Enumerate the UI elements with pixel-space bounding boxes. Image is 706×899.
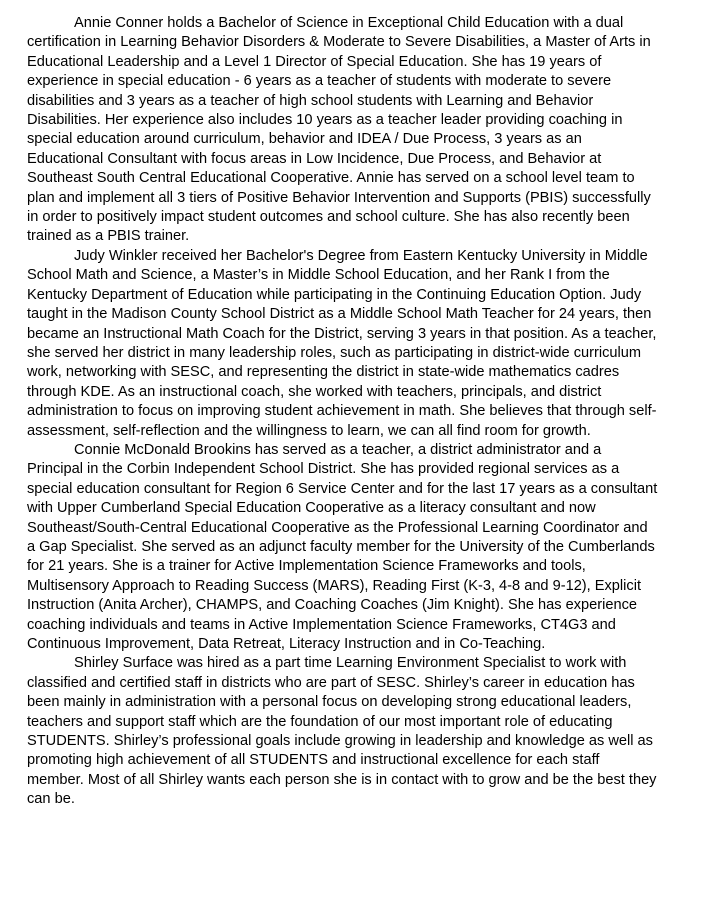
bio-shirley-surface: Shirley Surface was hired as a part time Learning Environment Specialist to work with classified and certified staff in districts who are part of SESC. Shirley’s career in education has been mainly in administration with a personal focus on developing strong educational leaders, teachers and support staff which are the foundation of our most important role of educating STUDENTS. Shirley’s professional goals include growing in leadership and knowledge as well as promoting high achievement of all STUDENTS and instructional excellence for each staff member. Most of all Shirley wants each person she is in contact with to grow and be the best they can be.	[27, 655, 657, 808]
document-body	[27, 14, 659, 810]
bio-annie-conner: Annie Conner holds a Bachelor of Science in Exceptional Child Education with a dual certification in Learning Behavior Disorders & Moderate to Severe Disabilities, a Master of Arts in Educational Leadership and a Level 1 Director of Special Education. She has 19 years of experience in special education - 6 years as a teacher of students with moderate to severe disabilities and 3 years as a teacher of high school students with Learning and Behavior Disabilities. Her experience also includes 10 years as a teacher leader providing coaching in special education around curriculum, behavior and IDEA / Due Process, 3 years as an Educational Consultant with focus areas in Low Incidence, Due Process, and Behavior at Southeast South Central Educational Cooperative. Annie has served on a school level team to plan and implement all 3 tiers of Positive Behavior Intervention and Supports (PBIS) successfully in order to positively impact student outcomes and school culture. She has also recently been trained as a PBIS trainer.	[27, 15, 651, 245]
bio-judy-winkler: Judy Winkler received her Bachelor's Degree from Eastern Kentucky University in Middle School Math and Science, a Master’s in Middle School Education, and her Rank I from the Kentucky Department of Education while participating in the Continuing Education Option. Judy taught in the Madison County School District as a Middle School Math Teacher for 24 years, then became an Instructional Math Coach for the District, serving 3 years in that position. As a teacher, she served her district in many leadership roles, such as participating in district-wide curriculum work, networking with SESC, and representing the district in state-wide mathematics cadres through KDE. As an instructional coach, she worked with teachers, principals, and district administration to focus on improving student achievement in math. She believes that through self-assessment, self-reflection and the willingness to learn, we can all find room for growth.	[27, 247, 657, 439]
bio-connie-mcdonald-brookins: Connie McDonald Brookins has served as a teacher, a district administrator and a Principal in the Corbin Independent School District. She has provided regional services as a special education consultant for Region 6 Service Center and for the last 17 years as a consultant with Upper Cumberland Special Education Cooperative as a literacy consultant and now Southeast/South-Central Educational Cooperative as the Professional Learning Coordinator and a Gap Specialist. She served as an adjunct faculty member for the University of the Cumberlands for 21 years. She is a trainer for Active Implementation Science Frameworks and tools, Multisensory Approach to Reading Success (MARS), Reading First (K-3, 4-8 and 9-12), Explicit Instruction (Anita Archer), CHAMPS, and Coaching Coaches (Jim Knight). She has experience coaching individuals and teams in Active Implementation Science Frameworks, CT4G3 and Continuous Improvement, Data Retreat, Literacy Instruction and in Co-Teaching.	[27, 441, 658, 652]
